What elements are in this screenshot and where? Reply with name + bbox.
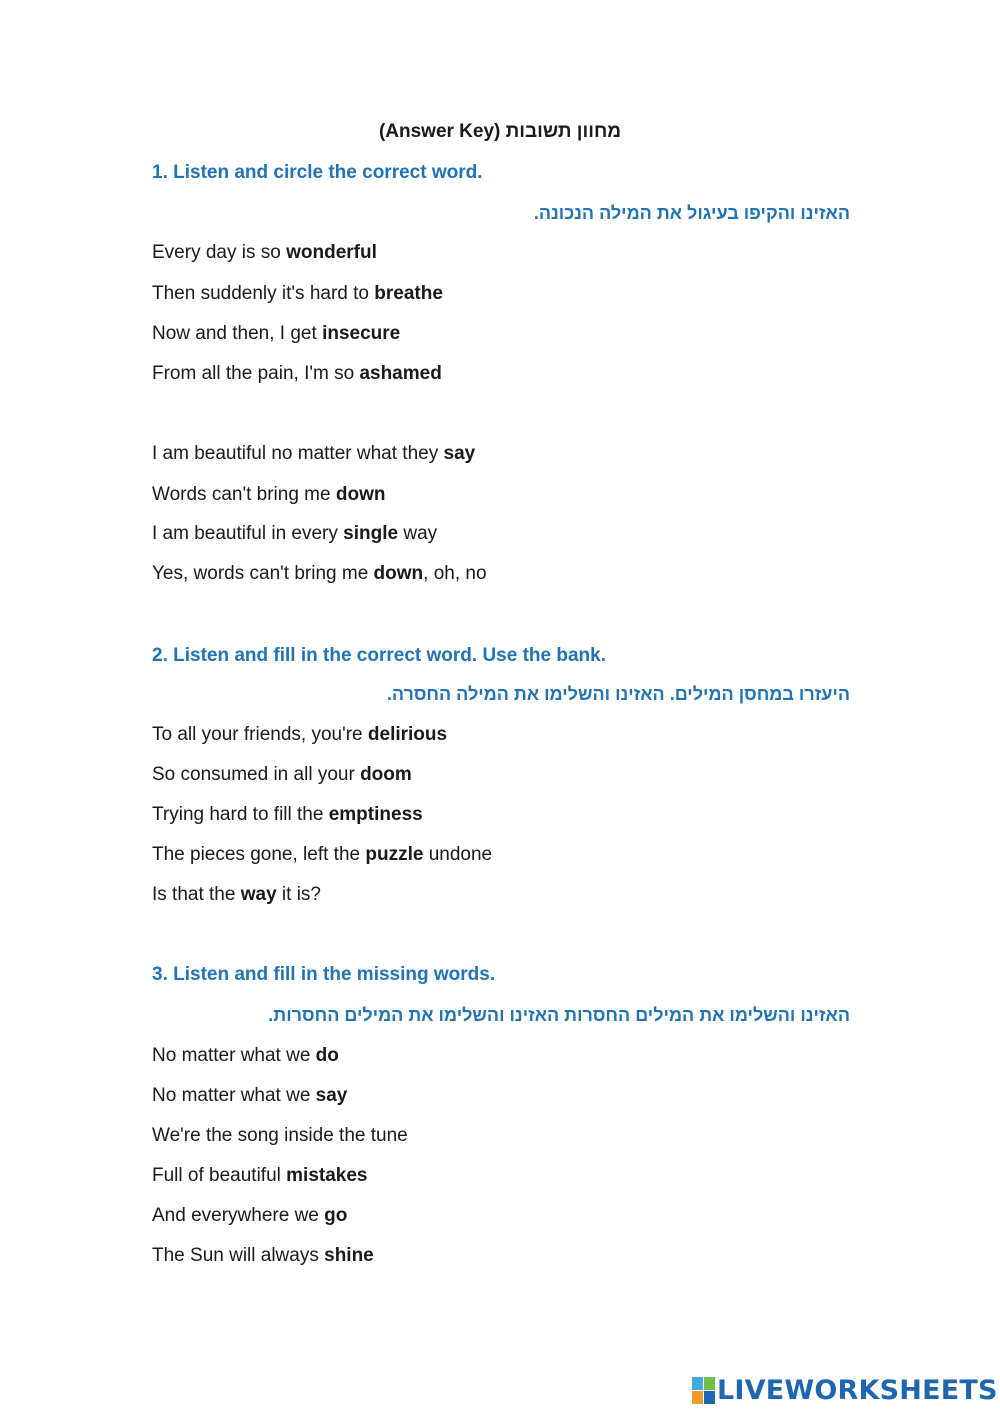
answer-word: say xyxy=(315,1085,348,1106)
answer-word: down xyxy=(373,563,424,584)
answer-word: go xyxy=(324,1205,348,1226)
answer-word: puzzle xyxy=(365,844,424,865)
answer-word: doom xyxy=(360,764,412,785)
lyric-line: I am beautiful in every single way xyxy=(152,523,438,544)
lyric-line: No matter what we do xyxy=(152,1045,339,1066)
liveworksheets-logo xyxy=(692,1373,998,1407)
answer-word: shine xyxy=(324,1245,374,1266)
section1-heading-hebrew: האזינו והקיפו בעיגול את המילה הנכונה. xyxy=(533,203,850,223)
lyric-line: So consumed in all your doom xyxy=(152,764,412,785)
lyric-line: Words can't bring me down xyxy=(152,484,386,505)
lyric-line: From all the pain, I'm so ashamed xyxy=(152,363,442,384)
answer-word: wonderful xyxy=(286,242,377,263)
answer-word: do xyxy=(315,1045,339,1066)
lyric-line: And everywhere we go xyxy=(152,1205,348,1226)
answer-word: way xyxy=(240,884,277,905)
lyric-line: Is that the way it is? xyxy=(152,884,322,905)
lyric-line: Yes, words can't bring me down, oh, no xyxy=(152,563,487,584)
answer-word: single xyxy=(343,523,399,544)
section3-heading: 3. Listen and fill in the missing words. xyxy=(152,964,496,985)
section1-heading: 1. Listen and circle the correct word. xyxy=(152,162,483,183)
liveworksheets-logo-icon xyxy=(692,1377,714,1403)
page-title: מחוון תשובות (Answer Key) xyxy=(378,121,622,142)
answer-word: delirious xyxy=(367,724,448,745)
lyric-line: To all your friends, you're delirious xyxy=(152,724,448,745)
lyric-line: Then suddenly it's hard to breathe xyxy=(152,283,443,304)
answer-word: breathe xyxy=(374,283,443,304)
lyric-line: The Sun will always shine xyxy=(152,1245,374,1266)
lyric-line: No matter what we say xyxy=(152,1085,348,1106)
lyric-line: Trying hard to fill the emptiness xyxy=(152,804,423,825)
answer-word: down xyxy=(335,484,386,505)
lyric-line: Full of beautiful mistakes xyxy=(152,1165,368,1186)
answer-word: insecure xyxy=(322,323,401,344)
logo-text: LIVEWORKSHEETS xyxy=(717,1374,998,1406)
answer-word: ashamed xyxy=(359,363,442,384)
answer-word: mistakes xyxy=(286,1165,368,1186)
answer-word: say xyxy=(443,443,476,464)
answer-word: emptiness xyxy=(328,804,423,825)
lyric-line: We're the song inside the tune xyxy=(152,1125,408,1146)
lyric-line: Now and then, I get insecure xyxy=(152,323,401,344)
lyric-line: I am beautiful no matter what they say xyxy=(152,443,476,464)
section3-heading-hebrew: האזינו והשלימו את המילים החסרות האזינו והשלימו את המילים החסרות. xyxy=(268,1005,850,1025)
section2-heading: 2. Listen and fill in the correct word. Use the bank. xyxy=(152,645,606,666)
lyric-line: The pieces gone, left the puzzle undone xyxy=(152,844,493,865)
lyric-line: Every day is so wonderful xyxy=(152,242,377,263)
section2-heading-hebrew: היעזרו במחסן המילים. האזינו והשלימו את המילה החסרה. xyxy=(386,684,850,704)
